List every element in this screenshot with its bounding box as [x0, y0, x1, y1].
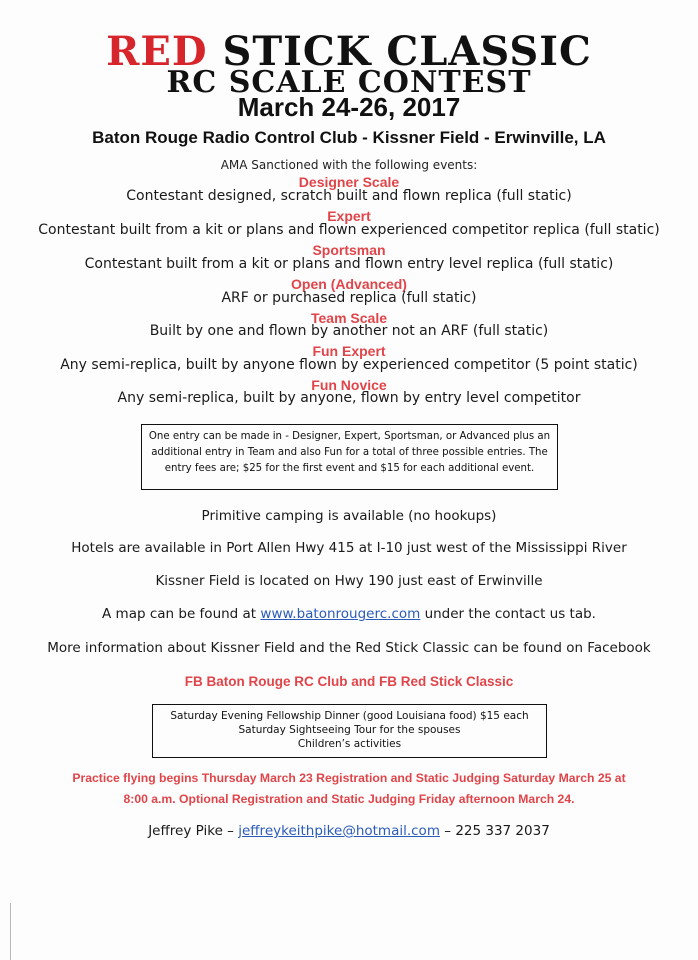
schedule-line: 8:00 a.m. Optional Registration and Static Judging Friday afternoon March 24. — [123, 792, 575, 806]
event-desc-fun-novice: Any semi-replica, built by anyone, flown by entry level competitor — [117, 390, 581, 406]
camping-info: Primitive camping is available (no hookups) — [201, 508, 497, 524]
title-red-word: RED — [106, 28, 208, 75]
entry-rules-line: One entry can be made in - Designer, Expert, Sportsman, or Advanced plus an — [148, 431, 551, 442]
event-desc-fun-expert: Any semi-replica, built by anyone flown by experienced competitor (5 point static) — [60, 357, 638, 373]
ama-sanction-line: AMA Sanctioned with the following events: — [220, 158, 478, 172]
entry-rules-box — [141, 424, 558, 490]
contact-phone: – 225 337 2037 — [439, 823, 550, 839]
event-desc-team: Built by one and flown by another not an ARF (full static) — [149, 323, 549, 339]
extras-line: Saturday Sightseeing Tour for the spouses — [238, 724, 461, 736]
event-desc-designer: Contestant designed, scratch built and flown replica (full static) — [126, 188, 572, 204]
facebook-pages: FB Baton Rouge RC Club and FB Red Stick Classic — [184, 674, 514, 689]
scan-edge-line — [10, 903, 11, 960]
schedule-line: Practice flying begins Thursday March 23 Registration and Static Judging Saturday March 25 at — [72, 771, 626, 785]
website-link[interactable]: www.batonrougerc.com — [260, 606, 421, 622]
club-location-line: Baton Rouge Radio Control Club - Kissner Field - Erwinville, LA — [92, 128, 606, 147]
event-name-team: Team Scale — [310, 310, 387, 326]
event-subtitle: RC SCALE CONTEST — [166, 65, 532, 100]
event-name-fun-novice: Fun Novice — [311, 377, 387, 393]
field-location-info: Kissner Field is located on Hwy 190 just east of Erwinville — [155, 573, 543, 589]
contact-line — [0, 822, 698, 840]
event-name-designer: Designer Scale — [298, 174, 400, 190]
event-desc-expert: Contestant built from a kit or plans and flown experienced competitor replica (full static) — [38, 222, 660, 238]
map-text-after: under the contact us tab. — [420, 606, 596, 622]
hotel-info: Hotels are available in Port Allen Hwy 415 at I-10 just west of the Mississippi River — [71, 540, 627, 556]
contact-email-link[interactable]: jeffreykeithpike@hotmail.com — [238, 823, 440, 839]
entry-rules-line: additional entry in Team and also Fun for a total of three possible entries. The — [151, 447, 548, 458]
extras-box — [152, 704, 547, 758]
event-name-open: Open (Advanced) — [291, 276, 407, 292]
extras-line: Children’s activities — [297, 738, 402, 750]
entry-rules-line: entry fees are; $25 for the first event and $15 for each additional event. — [164, 463, 535, 474]
extras-line: Saturday Evening Fellowship Dinner (good Louisiana food) $15 each — [170, 710, 529, 722]
contact-name: Jeffrey Pike – — [148, 823, 239, 839]
map-info — [0, 605, 698, 623]
event-date: March 24-26, 2017 — [237, 92, 461, 122]
map-text-before: A map can be found at — [102, 606, 261, 622]
event-name-fun-expert: Fun Expert — [312, 343, 386, 359]
event-name-expert: Expert — [327, 208, 371, 224]
event-name-sportsman: Sportsman — [312, 242, 386, 258]
title-rest: STICK CLASSIC — [207, 28, 592, 75]
event-desc-sportsman: Contestant built from a kit or plans and flown entry level replica (full static) — [84, 256, 614, 272]
event-desc-open: ARF or purchased replica (full static) — [221, 290, 477, 306]
facebook-info: More information about Kissner Field and the Red Stick Classic can be found on Facebook — [47, 640, 651, 656]
